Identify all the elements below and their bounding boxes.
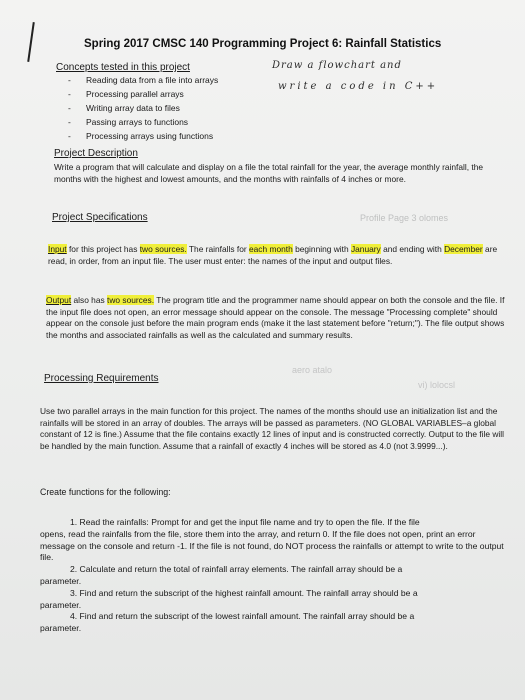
handwritten-note-line2: write a code in C++ [278, 81, 439, 92]
list-item: - Writing array data to files [68, 101, 218, 115]
input-paragraph: Input for this project has two sources. The rainfalls for each month beginning with January and ending with December are read, in order, from an input file. The user must enter: the names of the input and output files. [48, 244, 498, 266]
function-item-2: 2. Calculate and return the total of rainfall array elements. The rainfall array should be a [70, 564, 403, 575]
function-item-1: 1. Read the rainfalls: Prompt for and get the input file name and try to open the file. If the file [70, 517, 420, 527]
january-highlight: January [350, 244, 381, 254]
margin-pen-mark [27, 22, 35, 62]
bleed-through-text: vi) lolocsl [418, 380, 456, 390]
concepts-list [68, 73, 218, 143]
processing-paragraph: Use two parallel arrays in the main function for this project. The names of the months should use an initialization list and the rainfalls will be stored in an array of doubles. The arrays will be passed as parameters. (NO GLOBAL VARIABLES–a global constant of 12 is fine.) Assume that the file contains exactly 12 lines of input and is constructed correctly. Output to the file will be handled by the main function. Assume that a rainfall of exactly 4 inches will be stored as 4.0 (not 3.9999...). [40, 406, 504, 451]
two-sources-highlight-2: two sources. [107, 295, 155, 305]
december-highlight: December [444, 244, 483, 254]
function-list [40, 517, 506, 635]
output-paragraph: Output also has two sources. The program title and the programmer name should appear on both the console and the file. If the input file does not open, an error message should appear on the console. The message "Processing complete" should appear on the console just before the main program ends (make it the last statement before "return;"). The file output shows the months and associated rainfalls as well as the calculated and summary results. [46, 295, 505, 340]
processing-heading: Processing Requirements [44, 373, 159, 384]
bleed-through-text: aero atalo [292, 365, 333, 375]
bleed-through-text: Profile Page 3 olomes [360, 213, 449, 223]
two-sources-highlight: two sources. [139, 244, 187, 254]
output-keyword: Output [46, 295, 72, 305]
list-item: - Passing arrays to functions [68, 115, 218, 129]
function-item-2-cont: parameter. [40, 575, 82, 586]
page-title: Spring 2017 CMSC 140 Programming Project 6: Rainfall Statistics [84, 38, 442, 50]
function-item-4: 4. Find and return the subscript of the lowest rainfall amount. The rainfall array should be a [70, 611, 415, 622]
function-item-4-cont: parameter. [40, 623, 82, 634]
list-item: - Processing arrays using functions [68, 129, 218, 143]
function-item-1-cont: opens, read the rainfalls from the file, store them into the array, and return 0. If the file does not open, print an error message on the console and return -1. If the file is not found, do NOT process the rainfalls or attempt to write to the output file. [40, 528, 504, 563]
list-item: - Reading data from a file into arrays [68, 73, 218, 87]
description-text: Write a program that will calculate and display on a file the total rainfall for the year, the average monthly rainfall, the months with the highest and lowest amounts, and the months with rainfalls of 4 inches or more. [54, 162, 484, 184]
input-keyword: Input [48, 244, 67, 254]
specifications-heading: Project Specifications [52, 212, 148, 223]
each-month-highlight: each month [248, 244, 293, 254]
list-item: - Processing parallel arrays [68, 87, 218, 101]
function-item-3: 3. Find and return the subscript of the highest rainfall amount. The rainfall array should be a [70, 587, 418, 598]
description-heading: Project Description [54, 148, 138, 159]
function-item-3-cont: parameter. [40, 599, 82, 610]
handwritten-note-line1: Draw a flowchart and [272, 60, 402, 71]
create-functions-heading: Create functions for the following: [40, 487, 171, 497]
concepts-heading: Concepts tested in this project [56, 62, 190, 73]
